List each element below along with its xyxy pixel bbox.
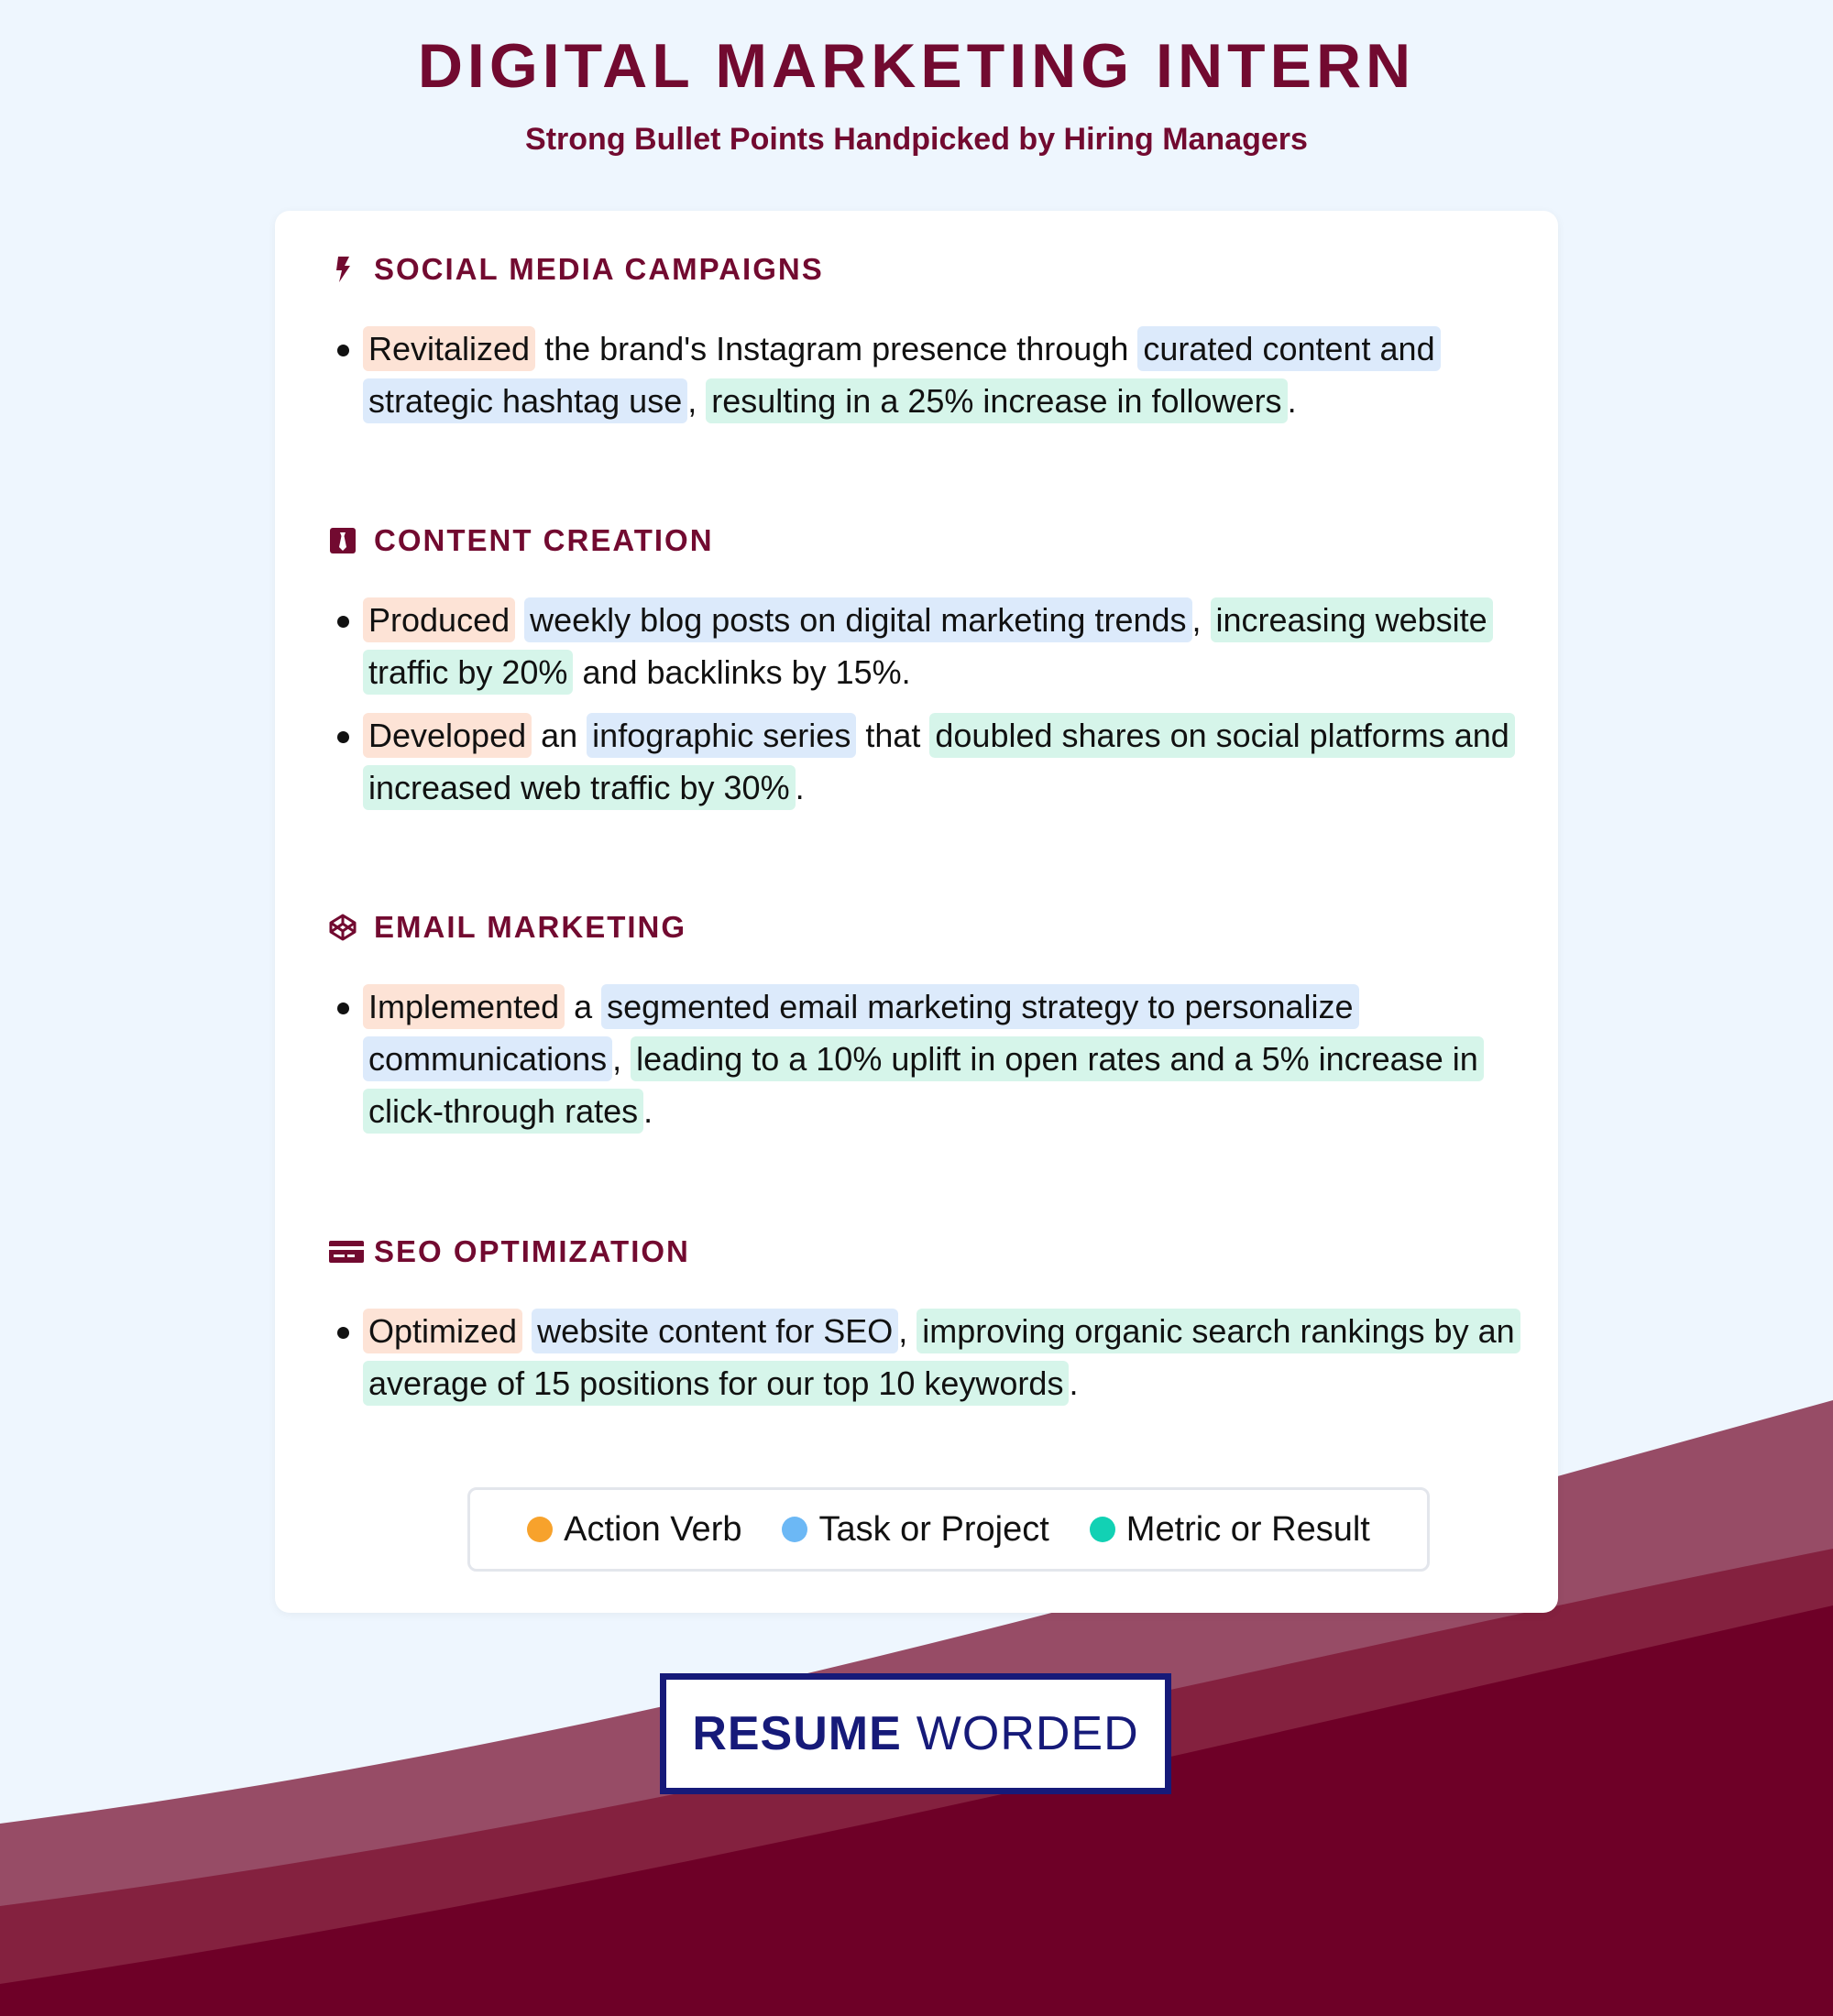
plain-text: the brand's Instagram presence through	[535, 330, 1138, 367]
plain-text: .	[1287, 382, 1297, 420]
legend-label: Metric or Result	[1125, 1509, 1370, 1549]
action-highlight: Developed	[363, 713, 532, 758]
action-highlight: Optimized	[363, 1309, 522, 1353]
plain-text: ,	[687, 382, 707, 420]
resume-worded-logo[interactable]	[660, 1673, 1171, 1794]
task-highlight: weekly blog posts on digital marketing trends	[524, 597, 1191, 642]
legend-item-task-or-project	[782, 1510, 1048, 1550]
plain-text: ,	[1191, 601, 1211, 639]
section-title: EMAIL MARKETING	[374, 910, 687, 944]
legend-dot	[782, 1517, 807, 1542]
section-title: CONTENT CREATION	[374, 523, 714, 557]
bullet-dot	[337, 345, 349, 356]
lightning-bolt-icon	[328, 255, 357, 284]
task-highlight: website content for SEO	[532, 1309, 898, 1353]
section-title: SOCIAL MEDIA CAMPAIGNS	[374, 252, 824, 286]
bullet-list	[334, 1305, 1543, 1420]
legend-label: Action Verb	[564, 1509, 742, 1549]
bullet-dot	[337, 1003, 349, 1014]
plain-text: a	[565, 988, 602, 1025]
legend-dot	[1090, 1517, 1115, 1542]
plain-text: and backlinks by 15%.	[573, 653, 911, 691]
legend-dot	[527, 1517, 553, 1542]
legend-item-action-verb	[527, 1510, 741, 1550]
page-header	[0, 0, 1833, 159]
logo-text-bold: RESUME	[692, 1707, 902, 1760]
metric-highlight: improving organic search rankings by an average of 15 positions for our top 10 keywords	[363, 1309, 1520, 1406]
bullet-item	[334, 981, 1543, 1137]
metric-highlight: leading to a 10% uplift in open rates and a 5% increase in click-through rates	[363, 1036, 1484, 1134]
codepen-cube-icon	[328, 913, 357, 942]
plain-text: .	[795, 769, 805, 806]
bullet-list	[334, 981, 1543, 1148]
plain-text	[515, 601, 524, 639]
plain-text: ,	[898, 1312, 917, 1350]
metric-highlight: increasing website traffic by 20%	[363, 597, 1493, 695]
plain-text: that	[856, 717, 930, 754]
bullet-item	[334, 1305, 1543, 1409]
plain-text	[522, 1312, 532, 1350]
bullet-item	[334, 323, 1543, 427]
bullet-item	[334, 594, 1543, 698]
page-title: DIGITAL MARKETING INTERN	[417, 31, 1416, 101]
section-heading	[328, 907, 686, 948]
section-title: SEO OPTIMIZATION	[374, 1234, 690, 1268]
bullet-list	[334, 323, 1543, 438]
metric-highlight: doubled shares on social platforms and increased web traffic by 30%	[363, 713, 1515, 810]
section-heading	[328, 249, 824, 290]
plain-text: ,	[612, 1040, 631, 1078]
task-highlight: segmented email marketing strategy to personalize communications	[363, 984, 1359, 1081]
bullet-dot	[337, 616, 349, 628]
legend-item-metric-or-result	[1090, 1510, 1370, 1550]
plain-text: an	[532, 717, 587, 754]
action-highlight: Produced	[363, 597, 515, 642]
section-heading	[328, 1232, 690, 1272]
metric-highlight: resulting in a 25% increase in followers	[706, 378, 1287, 423]
highlight-legend	[467, 1487, 1430, 1572]
necktie-badge-icon	[328, 526, 357, 555]
logo-text-light: WORDED	[916, 1707, 1139, 1760]
section-heading	[328, 520, 714, 561]
bullet-dot	[337, 1327, 349, 1339]
legend-label: Task or Project	[818, 1509, 1049, 1549]
bullet-list	[334, 594, 1543, 825]
page-subtitle: Strong Bullet Points Handpicked by Hiring Managers	[525, 122, 1308, 157]
bullet-points-card	[275, 211, 1558, 1613]
credit-card-icon	[328, 1237, 357, 1266]
plain-text: .	[643, 1092, 653, 1130]
bullet-item	[334, 709, 1543, 814]
bullet-dot	[337, 731, 349, 743]
task-highlight: curated content and strategic hashtag use	[363, 326, 1441, 423]
action-highlight: Revitalized	[363, 326, 535, 371]
task-highlight: infographic series	[587, 713, 856, 758]
plain-text: .	[1069, 1364, 1079, 1402]
action-highlight: Implemented	[363, 984, 565, 1029]
